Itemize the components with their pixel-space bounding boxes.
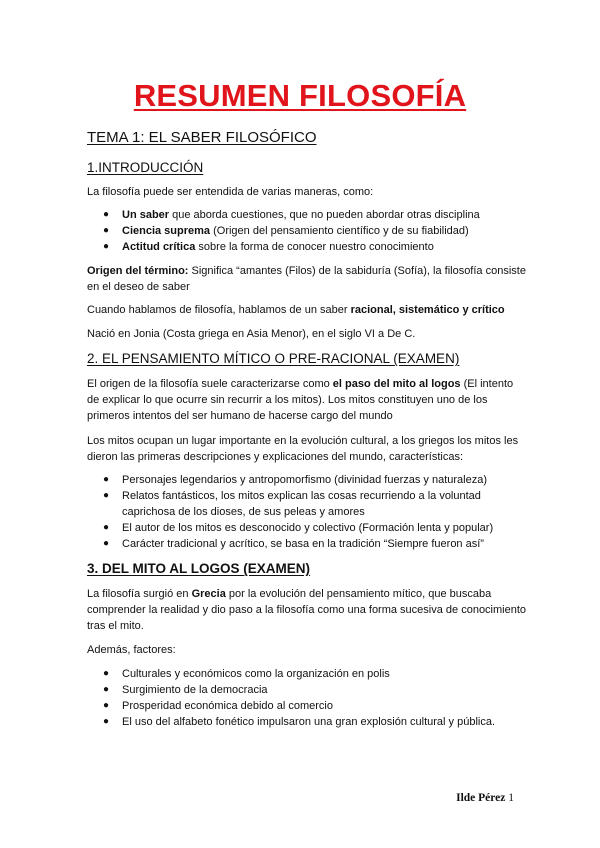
list-item: ● Prosperidad económica debido al comercio bbox=[103, 700, 333, 712]
bullet-icon: ● bbox=[103, 716, 110, 727]
list-item: ● El uso del alfabeto fonético impulsaron una gran explosión cultural y pública. bbox=[103, 716, 496, 728]
bullet-icon: ● bbox=[103, 700, 110, 711]
list-item: ● Actitud crítica sobre la forma de conocer nuestro conocimiento bbox=[103, 241, 434, 253]
bullet-icon: ● bbox=[103, 474, 110, 485]
bullet-icon: ● bbox=[103, 490, 110, 501]
logos-paragraph: La filosofía surgió en Grecia por la evolución del pensamiento mítico, que buscaba comprender la realidad y dio paso a la filosofía como una forma sucesiva de conocimiento tras el mito. bbox=[87, 588, 527, 632]
intro-bullet-list bbox=[87, 207, 527, 255]
mythic-paragraph-1: El origen de la filosofía suele caracterizarse como el paso del mito al logos (El intento de explicar lo que ocurre sin recurrir a los mitos). Los mitos constituyen uno de los primeros intentos del ser humano de hacerse cargo del mundo bbox=[87, 378, 514, 422]
bullet-icon: ● bbox=[103, 522, 110, 533]
bullet-icon: ● bbox=[103, 209, 110, 220]
mythic-paragraph-2: Los mitos ocupan un lugar importante en la evolución cultural, a los griegos los mitos les dieron las primeras descripciones y explicaciones del mundo, características: bbox=[87, 435, 519, 463]
list-item: ● Relatos fantásticos, los mitos explican las cosas recurriendo a la voluntad caprichosa de los dioses, de sus peleas y amores bbox=[103, 490, 481, 518]
list-item: ● Culturales y económicos como la organización en polis bbox=[103, 668, 390, 680]
section-heading-mythic: 2. EL PENSAMIENTO MÍTICO O PRE-RACIONAL (EXAMEN) bbox=[87, 351, 460, 366]
factors-bullet-list bbox=[87, 666, 527, 730]
page-footer bbox=[456, 792, 514, 804]
author-name: Ilde Pérez bbox=[456, 792, 506, 804]
bullet-icon: ● bbox=[103, 225, 110, 236]
topic-title: TEMA 1: EL SABER FILOSÓFICO bbox=[87, 129, 317, 146]
list-item: ● El autor de los mitos es desconocido y colectivo (Formación lenta y popular) bbox=[103, 522, 494, 534]
intro-lead: La filosofía puede ser entendida de varias maneras, como: bbox=[87, 186, 374, 198]
section-heading-logos: 3. DEL MITO AL LOGOS (EXAMEN) bbox=[87, 561, 311, 576]
list-item: ● Carácter tradicional y acrítico, se basa en la tradición “Siempre fueron así” bbox=[103, 538, 484, 550]
list-item: ● Personajes legendarios y antropomorfismo (divinidad fuerzas y naturaleza) bbox=[103, 474, 488, 486]
origin-paragraph: Origen del término: Significa “amantes (Filos) de la sabiduría (Sofía), la filosofía consiste en el deseo de saber bbox=[87, 265, 526, 293]
page-number: 1 bbox=[508, 792, 514, 804]
page-title: RESUMEN FILOSOFÍA bbox=[133, 78, 467, 113]
mythic-bullet-list bbox=[87, 472, 527, 552]
bullet-icon: ● bbox=[103, 684, 110, 695]
bullet-icon: ● bbox=[103, 241, 110, 252]
bullet-icon: ● bbox=[103, 668, 110, 679]
list-item: ● Surgimiento de la democracia bbox=[103, 684, 268, 696]
list-item: ● Un saber que aborda cuestiones, que no pueden abordar otras disciplina bbox=[103, 209, 480, 221]
factors-lead: Además, factores: bbox=[87, 644, 176, 656]
bullet-icon: ● bbox=[103, 538, 110, 549]
section-heading-intro: 1.INTRODUCCIÓN bbox=[87, 160, 204, 175]
origin-place-paragraph: Nació en Jonia (Costa griega en Asia Menor), en el siglo VI a De C. bbox=[87, 328, 416, 340]
list-item: ● Ciencia suprema (Origen del pensamiento científico y de su fiabilidad) bbox=[103, 225, 469, 237]
saber-paragraph: Cuando hablamos de filosofía, hablamos de un saber racional, sistemático y crítico bbox=[87, 304, 505, 316]
